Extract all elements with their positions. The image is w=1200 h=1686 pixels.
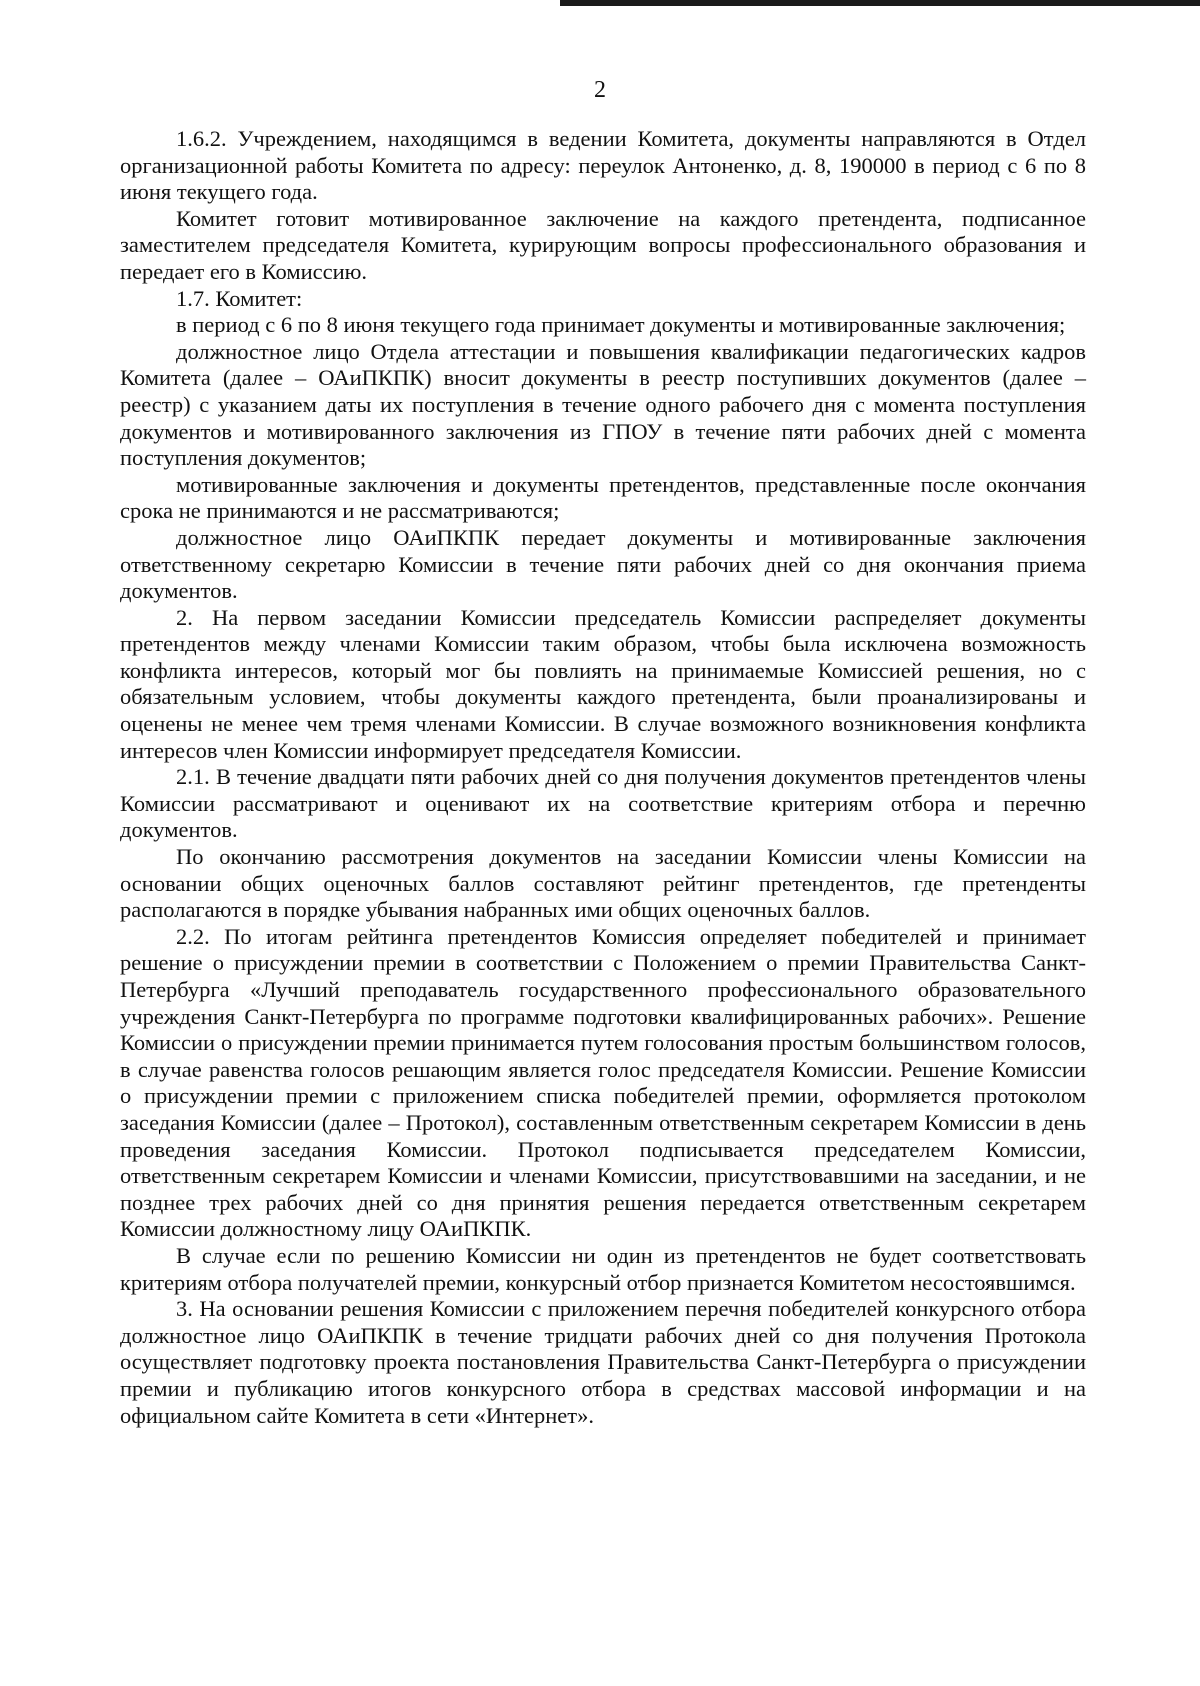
paragraph-transfer-to-secretary: должностное лицо ОАиПКПК передает документы и мотивированные заключения ответственному секретарю Комиссии в течение пяти рабочих дней со дня окончания приема документов. — [120, 524, 1086, 604]
paragraph-1-7-heading: 1.7. Комитет: — [176, 285, 303, 311]
document-body — [120, 126, 1086, 1429]
paragraph-2-first-meeting: 2. На первом заседании Комиссии председатель Комиссии распределяет документы претендентов между членами Комиссии таким образом, чтобы была исключена возможность конфликта интересов, который мог бы повлиять на принимаемые Комиссией решения, но с обязательным условием, чтобы документы каждого претендента, были проанализированы и оценены не менее чем тремя членами Комиссии. В случае возможного возникновения конфликта интересов член Комиссии информирует председателя Комиссии. — [120, 604, 1086, 763]
paragraph-failed-selection: В случае если по решению Комиссии ни один из претендентов не будет соответствовать критериям отбора получателей премии, конкурсный отбор признается Комитетом несостоявшимся. — [120, 1242, 1086, 1295]
paragraph-accepts-documents: в период с 6 по 8 июня текущего года принимает документы и мотивированные заключения; — [176, 312, 1066, 338]
page-number: 2 — [594, 77, 606, 103]
paragraph-registry: должностное лицо Отдела аттестации и повышения квалификации педагогических кадров Комитета (далее – ОАиПКПК) вносит документы в реестр поступивших документов (далее – реестр) с указанием даты их поступления в течение одного рабочего дня с момента поступления документов и мотивированного заключения из ГПОУ в течение пяти рабочих дней с момента поступления документов; — [120, 338, 1086, 471]
paragraph-2-1-review: 2.1. В течение двадцати пяти рабочих дней со дня получения документов претендентов члены Комиссии рассматривают и оценивают их на соответствие критериям отбора и перечню документов. — [120, 764, 1086, 843]
paragraph-3-resolution: 3. На основании решения Комиссии с приложением перечня победителей конкурсного отбора должностное лицо ОАиПКПК в течение тридцати рабочих дней со дня получения Протокола осуществляет подготовку проекта постановления Правительства Санкт-Петербурга о присуждении премии и публикацию итогов конкурсного отбора в средствах массовой информации и на официальном сайте Комитета в сети «Интернет». — [120, 1296, 1086, 1428]
paragraph-2-2-winners: 2.2. По итогам рейтинга претендентов Комиссия определяет победителей и принимает решение о присуждении премии в соответствии с Положением о премии Правительства Санкт-Петербурга «Лучший преподаватель государственного профессионального образовательного учреждения Санкт-Петербурга по программе подготовки квалифицированных рабочих». Решение Комиссии о присуждении премии принимается путем голосования простым большинством голосов, в случае равенства голосов решающим является голос председателя Комиссии. Решение Комиссии о присуждении премии с приложением списка победителей премии, оформляется протоколом заседания Комиссии (далее – Протокол), составленным ответственным секретарем Комиссии в день проведения заседания Комиссии. Протокол подписывается председателем Комиссии, ответственным секретарем Комиссии и членами Комиссии, присутствовавшими на заседании, и не позднее трех рабочих дней со дня принятия решения передается ответственным секретарем Комиссии должностному лицу ОАиПКПК. — [120, 923, 1086, 1242]
paragraph-1-6-2: 1.6.2. Учреждением, находящимся в ведении Комитета, документы направляются в Отдел организационной работы Комитета по адресу: переулок Антоненко, д. 8, 190000 в период с 6 по 8 июня текущего года. — [120, 126, 1086, 205]
scan-edge-line — [560, 0, 1200, 6]
paragraph-late-documents: мотивированные заключения и документы претендентов, представленные после окончания срока не принимаются и не рассматриваются; — [120, 471, 1086, 524]
paragraph-committee-conclusion: Комитет готовит мотивированное заключение на каждого претендента, подписанное заместителем председателя Комитета, курирующим вопросы профессионального образования и передает его в Комиссию. — [120, 205, 1086, 284]
paragraph-rating: По окончанию рассмотрения документов на заседании Комиссии члены Комиссии на основании общих оценочных баллов составляют рейтинг претендентов, где претенденты располагаются в порядке убывания набранных ими общих оценочных баллов. — [120, 844, 1086, 923]
